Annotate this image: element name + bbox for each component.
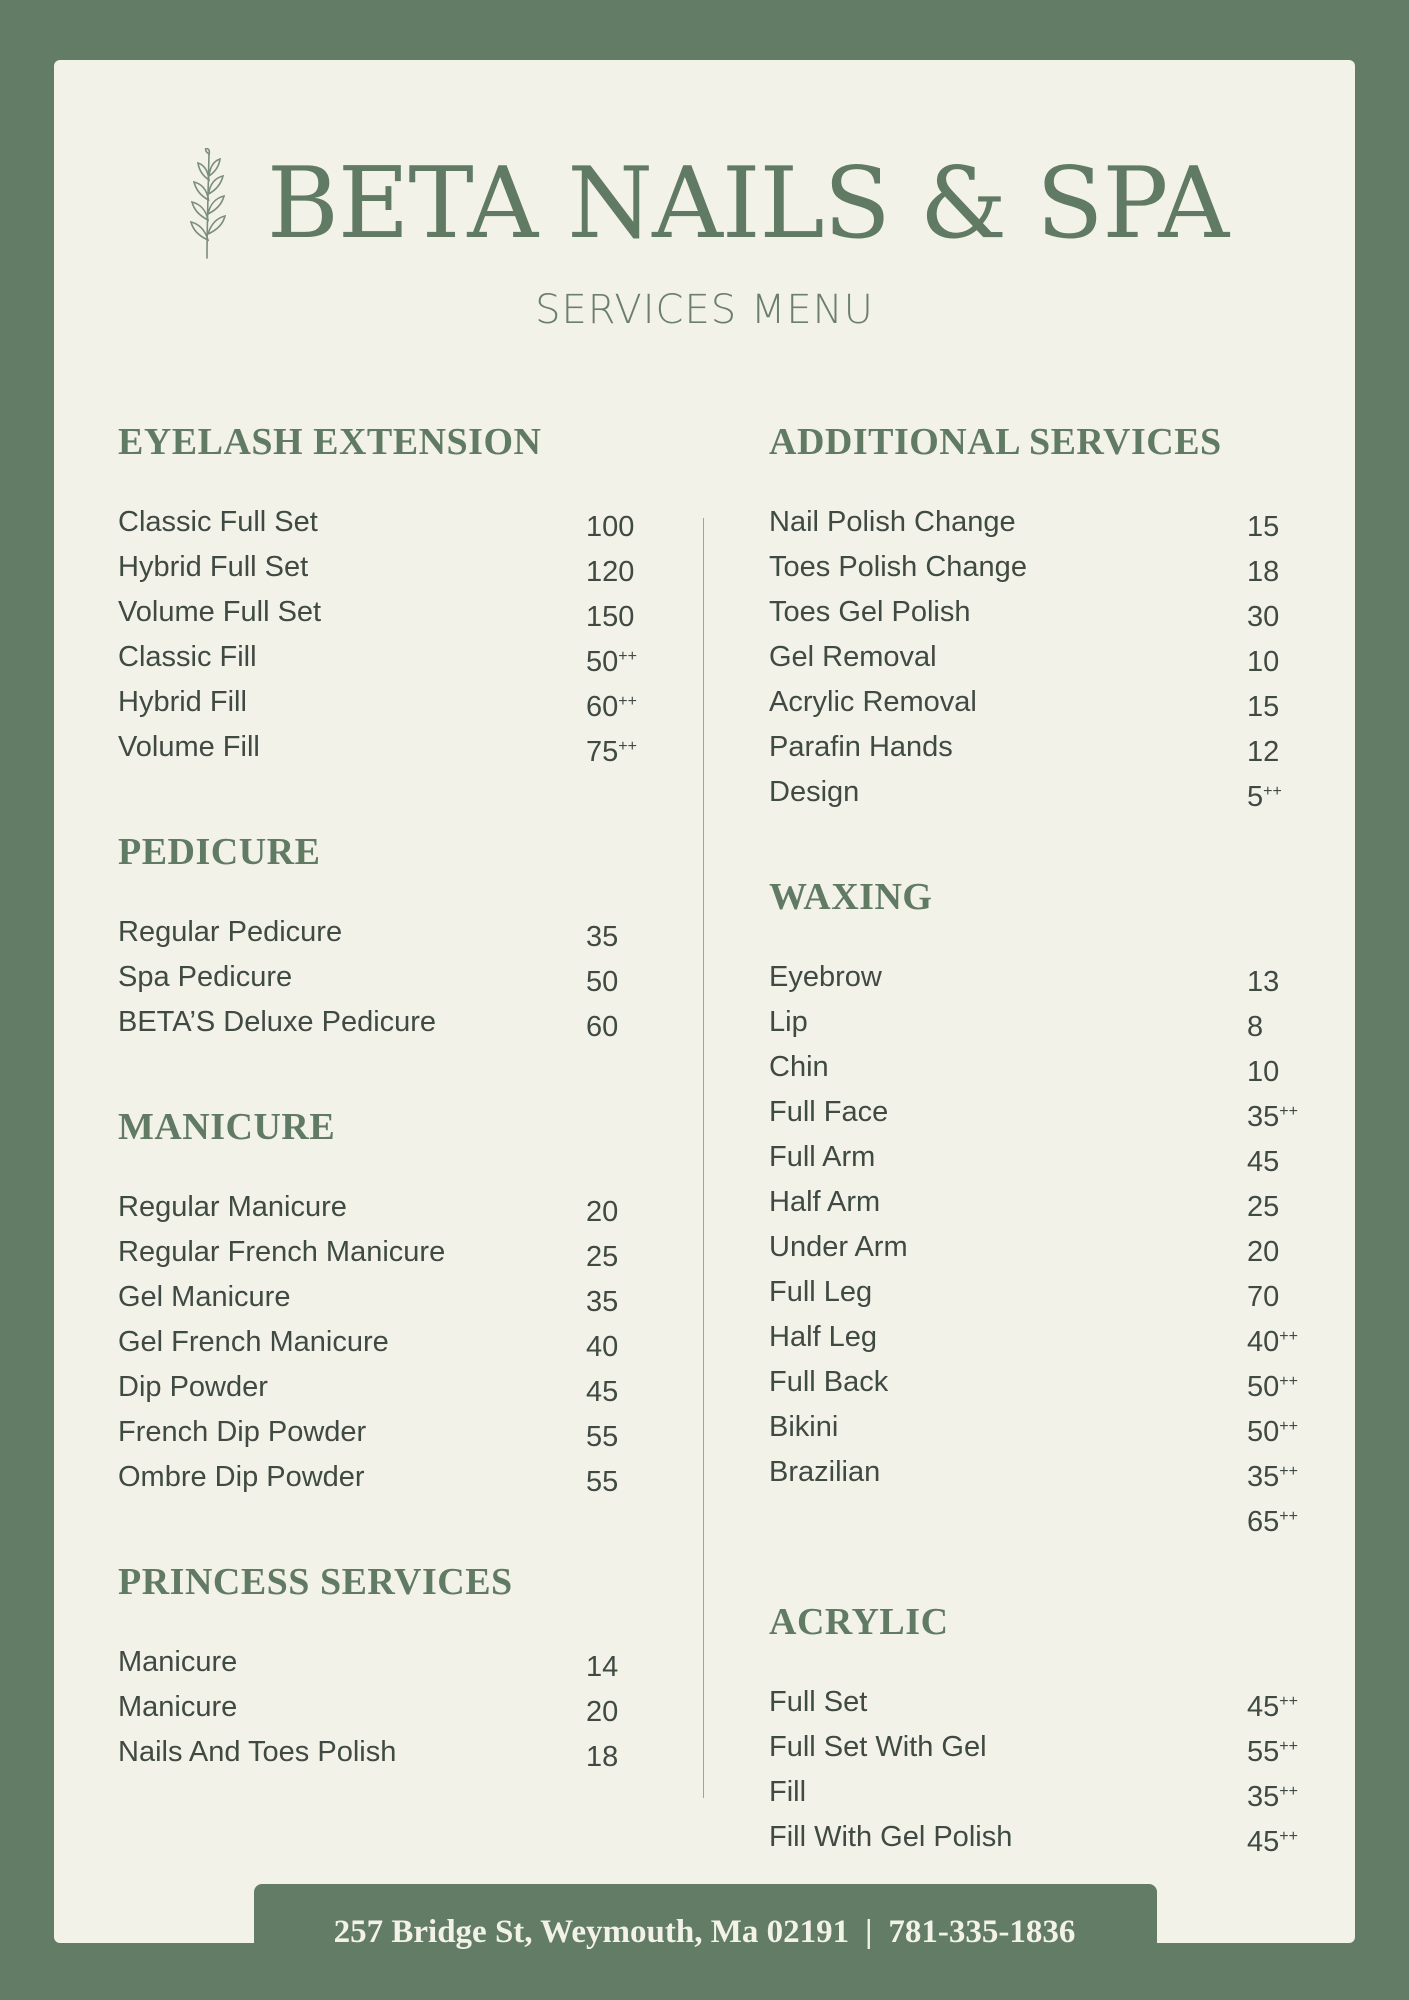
price-plus-marker: ++ — [1279, 1738, 1298, 1755]
service-price — [1247, 1497, 1309, 1542]
service-name: Parafin Hands — [769, 731, 953, 763]
footer-address: 257 Bridge St, Weymouth, Ma 02191 — [333, 1914, 850, 1950]
menu-header — [54, 148, 1355, 333]
service-row — [769, 1227, 1309, 1272]
service-name: Dip Powder — [118, 1371, 268, 1403]
service-price — [1247, 1227, 1309, 1272]
price-value: 15 — [1247, 511, 1280, 543]
service-price — [1247, 1092, 1309, 1137]
price-value: 5 — [1247, 781, 1264, 813]
service-name: Classic Full Set — [118, 506, 318, 538]
section-acrylic — [769, 1600, 1309, 1862]
service-price — [1247, 1047, 1309, 1092]
price-value: 45 — [1247, 1146, 1280, 1178]
service-price — [586, 637, 658, 682]
price-value: 45 — [1247, 1691, 1280, 1723]
price-value: 75 — [586, 736, 619, 768]
service-name: Under Arm — [769, 1231, 908, 1263]
service-price — [1247, 1817, 1309, 1862]
service-name: Brazilian — [769, 1456, 881, 1488]
service-price — [586, 1232, 658, 1277]
service-price — [586, 912, 658, 957]
service-row — [769, 1727, 1309, 1772]
price-plus-marker: ++ — [1279, 1463, 1298, 1480]
service-row — [769, 1682, 1309, 1727]
service-price — [586, 1187, 658, 1232]
service-row — [769, 637, 1309, 682]
section-title: ACRYLIC — [769, 1601, 949, 1643]
service-row — [118, 592, 658, 637]
service-row — [118, 1642, 658, 1687]
service-row — [118, 1232, 658, 1277]
price-value: 35 — [1247, 1101, 1280, 1133]
service-row — [769, 727, 1309, 772]
section-title: PRINCESS SERVICES — [118, 1561, 513, 1603]
section-title: ADDITIONAL SERVICES — [769, 421, 1222, 463]
price-plus-marker: ++ — [1263, 783, 1282, 800]
service-price — [586, 1687, 658, 1732]
service-row — [118, 1367, 658, 1412]
service-row — [769, 502, 1309, 547]
service-row — [118, 1412, 658, 1457]
price-value: 25 — [1247, 1191, 1280, 1223]
service-price — [1247, 1002, 1309, 1047]
service-price — [586, 727, 658, 772]
service-price — [1247, 1682, 1309, 1727]
price-plus-marker: ++ — [1279, 1828, 1298, 1845]
price-value: 40 — [586, 1331, 619, 1363]
price-value: 35 — [1247, 1781, 1280, 1813]
service-price — [586, 1457, 658, 1502]
footer-separator: | — [865, 1914, 873, 1950]
service-price — [1247, 1317, 1309, 1362]
service-price — [1247, 1137, 1309, 1182]
service-row — [769, 1092, 1309, 1137]
service-name: Bikini — [769, 1411, 839, 1443]
service-name: Full Back — [769, 1366, 889, 1398]
section-title: MANICURE — [118, 1106, 336, 1148]
service-price — [1247, 772, 1309, 817]
service-price — [1247, 1407, 1309, 1452]
service-name: Volume Full Set — [118, 596, 322, 628]
service-name: Fill With Gel Polish — [769, 1821, 1013, 1853]
price-value: 55 — [586, 1466, 619, 1498]
service-row — [769, 1137, 1309, 1182]
service-row — [769, 1772, 1309, 1817]
price-value: 35 — [586, 921, 619, 953]
service-price — [1247, 502, 1309, 547]
service-row — [769, 1362, 1309, 1407]
price-plus-marker: ++ — [1279, 1418, 1298, 1435]
service-row — [769, 1407, 1309, 1452]
service-row — [769, 772, 1309, 817]
price-value: 50 — [1247, 1416, 1280, 1448]
service-row — [118, 1687, 658, 1732]
service-name: BETA’S Deluxe Pedicure — [118, 1006, 437, 1038]
service-row — [769, 1817, 1309, 1862]
service-row — [118, 1457, 658, 1502]
price-value: 15 — [1247, 691, 1280, 723]
service-row — [118, 727, 658, 772]
service-name: Half Leg — [769, 1321, 878, 1353]
service-price — [586, 592, 658, 637]
service-price — [1247, 1727, 1309, 1772]
service-name: Eyebrow — [769, 961, 882, 993]
price-value: 20 — [1247, 1236, 1280, 1268]
service-price — [1247, 1452, 1309, 1497]
footer-phone[interactable]: 781-335-1836 — [888, 1914, 1076, 1950]
price-value: 60 — [586, 691, 619, 723]
service-row — [769, 1317, 1309, 1362]
price-plus-marker: ++ — [618, 738, 637, 755]
footer-contact — [0, 1914, 1409, 1951]
service-price — [1247, 957, 1309, 1002]
service-name: Half Arm — [769, 1186, 881, 1218]
service-name: Full Set — [769, 1686, 868, 1718]
service-price — [1247, 682, 1309, 727]
section-princess-services — [118, 1560, 658, 1777]
service-row — [769, 682, 1309, 727]
service-name: Volume Fill — [118, 731, 260, 763]
service-name: Hybrid Full Set — [118, 551, 309, 583]
service-row — [769, 1182, 1309, 1227]
service-row — [769, 1002, 1309, 1047]
service-row — [118, 1277, 658, 1322]
price-value: 20 — [586, 1696, 619, 1728]
price-value: 50 — [586, 966, 619, 998]
botanical-sprig-icon — [181, 148, 233, 260]
price-value: 18 — [586, 1741, 619, 1773]
service-name: French Dip Powder — [118, 1416, 367, 1448]
price-plus-marker: ++ — [1279, 1693, 1298, 1710]
price-plus-marker: ++ — [1279, 1508, 1298, 1525]
service-name: Full Face — [769, 1096, 889, 1128]
price-value: 8 — [1247, 1011, 1264, 1043]
price-value: 45 — [586, 1376, 619, 1408]
service-name: Acrylic Removal — [769, 686, 977, 718]
service-name: Regular Pedicure — [118, 916, 343, 948]
section-waxing — [769, 875, 1309, 1542]
service-price — [586, 502, 658, 547]
service-price — [1247, 1362, 1309, 1407]
service-name: Nail Polish Change — [769, 506, 1016, 538]
service-name: Regular French Manicure — [118, 1236, 446, 1268]
service-row — [118, 547, 658, 592]
section-manicure — [118, 1105, 658, 1502]
left-column — [118, 420, 658, 1835]
price-value: 65 — [1247, 1506, 1280, 1538]
section-title: EYELASH EXTENSION — [118, 421, 542, 463]
section-title: PEDICURE — [118, 831, 321, 873]
service-price — [1247, 727, 1309, 772]
service-name: Gel French Manicure — [118, 1326, 389, 1358]
price-value: 70 — [1247, 1281, 1280, 1313]
service-row — [118, 637, 658, 682]
service-price — [1247, 1182, 1309, 1227]
service-price — [1247, 547, 1309, 592]
price-value: 150 — [586, 601, 635, 633]
service-name: Fill — [769, 1776, 807, 1808]
price-value: 30 — [1247, 601, 1280, 633]
section-eyelash-extension — [118, 420, 658, 772]
service-name: Regular Manicure — [118, 1191, 347, 1223]
service-price — [1247, 637, 1309, 682]
service-row — [769, 547, 1309, 592]
price-value: 50 — [586, 646, 619, 678]
service-name: Hybrid Fill — [118, 686, 247, 718]
service-row — [769, 1047, 1309, 1092]
service-name: Full Arm — [769, 1141, 876, 1173]
price-value: 45 — [1247, 1826, 1280, 1858]
service-price — [586, 547, 658, 592]
price-plus-marker: ++ — [618, 648, 637, 665]
service-price — [586, 1367, 658, 1412]
service-name: Chin — [769, 1051, 829, 1083]
price-value: 10 — [1247, 1056, 1280, 1088]
service-name: Spa Pedicure — [118, 961, 293, 993]
service-row — [118, 1732, 658, 1777]
section-title: WAXING — [769, 876, 933, 918]
price-value: 55 — [586, 1421, 619, 1453]
service-name: Lip — [769, 1006, 808, 1038]
price-value: 13 — [1247, 966, 1280, 998]
price-plus-marker: ++ — [618, 693, 637, 710]
service-price — [586, 1732, 658, 1777]
service-price — [1247, 1272, 1309, 1317]
price-value: 100 — [586, 511, 635, 543]
price-value: 40 — [1247, 1326, 1280, 1358]
service-name: Design — [769, 776, 860, 808]
service-row — [118, 1187, 658, 1232]
price-value: 18 — [1247, 556, 1280, 588]
service-name: Toes Polish Change — [769, 551, 1027, 583]
service-name: Classic Fill — [118, 641, 257, 673]
price-value: 35 — [586, 1286, 619, 1318]
service-row — [118, 502, 658, 547]
service-row — [118, 1322, 658, 1367]
price-value: 50 — [1247, 1371, 1280, 1403]
service-name: Full Set With Gel — [769, 1731, 987, 1763]
menu-card — [54, 60, 1355, 1943]
service-row — [118, 912, 658, 957]
price-value: 20 — [586, 1196, 619, 1228]
service-row — [769, 957, 1309, 1002]
menu-subtitle: SERVICES MENU — [535, 287, 874, 333]
service-row — [118, 1002, 658, 1047]
price-plus-marker: ++ — [1279, 1328, 1298, 1345]
price-value: 10 — [1247, 646, 1280, 678]
service-price — [586, 1002, 658, 1047]
price-value: 120 — [586, 556, 635, 588]
service-price — [1247, 1772, 1309, 1817]
price-value: 35 — [1247, 1461, 1280, 1493]
service-row — [769, 1452, 1309, 1497]
price-value: 60 — [586, 1011, 619, 1043]
service-name: Nails And Toes Polish — [118, 1736, 397, 1768]
brand-row — [181, 148, 1228, 260]
price-value: 25 — [586, 1241, 619, 1273]
service-name: Toes Gel Polish — [769, 596, 971, 628]
service-name: Full Leg — [769, 1276, 873, 1308]
service-name: Manicure — [118, 1691, 238, 1723]
price-value: 55 — [1247, 1736, 1280, 1768]
price-plus-marker: ++ — [1279, 1783, 1298, 1800]
service-row — [118, 682, 658, 727]
service-name: Gel Removal — [769, 641, 937, 673]
service-row — [769, 592, 1309, 637]
section-pedicure — [118, 830, 658, 1047]
service-price — [586, 682, 658, 727]
service-name: Manicure — [118, 1646, 238, 1678]
price-plus-marker: ++ — [1279, 1103, 1298, 1120]
service-price — [586, 957, 658, 1002]
service-price — [586, 1277, 658, 1322]
service-name: Ombre Dip Powder — [118, 1461, 365, 1493]
service-price — [586, 1642, 658, 1687]
service-row — [769, 1497, 1309, 1542]
service-price — [1247, 592, 1309, 637]
service-row — [118, 957, 658, 1002]
column-divider — [703, 518, 704, 1798]
price-plus-marker: ++ — [1279, 1373, 1298, 1390]
service-price — [586, 1322, 658, 1367]
service-name: Gel Manicure — [118, 1281, 291, 1313]
service-row — [769, 1272, 1309, 1317]
price-value: 14 — [586, 1651, 619, 1683]
price-value: 12 — [1247, 736, 1280, 768]
right-column — [769, 420, 1309, 1920]
service-price — [586, 1412, 658, 1457]
section-additional-services — [769, 420, 1309, 817]
business-name: BETA NAILS & SPA — [266, 147, 1229, 261]
